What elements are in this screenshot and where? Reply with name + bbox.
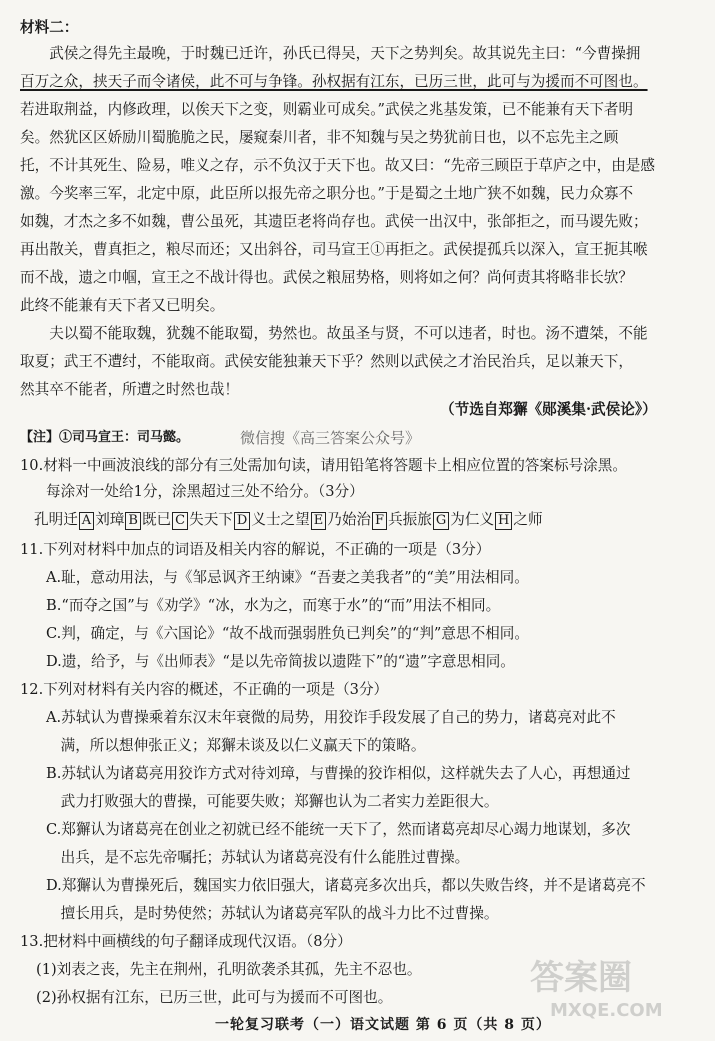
- q10-segment: 刘璋: [95, 511, 125, 528]
- source-citation: （节选自郑獬《郧溪集·武侯论》）: [440, 401, 657, 418]
- q10-scoring: 每涂对一处给1分，涂黑超过三处不给分。（3分）: [46, 483, 364, 500]
- passage-line: 取夏；武王不遭纣，不能取商。武侯安能独兼天下乎？然则以武侯之才治民治兵，足以兼天下，: [20, 353, 633, 370]
- q10-stem: 10.材料一中画波浪线的部分有三处需加句读，请用铅笔将答题卡上相应位置的答案标号涂黑。: [20, 457, 627, 474]
- q10-segment: 孔明迁: [34, 511, 78, 528]
- q11-option-a: A.耻，意动用法，与《邹忌讽齐王纳谏》“吾妻之美我者”的“美”用法相同。: [46, 569, 529, 586]
- q10-segment: 乃始治: [327, 511, 372, 528]
- passage-line-underlined: 百万之众，挟天子而令诸侯，此不可与争锋。孙权据有江东，已历三世，此可与为援而不可图也。: [20, 73, 648, 90]
- q12-option-a-line1: A.苏轼认为曹操乘着东汉末年衰微的局势，用狡诈手段发展了自己的势力，诸葛亮对此不: [46, 709, 616, 726]
- passage-line: 武侯之得先主最晚，于时魏已迁许，孙氏已得吴，天下之势判矣。故其说先主曰：“今曹操拥: [20, 45, 641, 62]
- q10-label-a: A: [79, 512, 94, 530]
- q10-label-d: D: [234, 512, 250, 530]
- q10-segment: 兵振旅: [388, 511, 432, 528]
- q10-label-c: C: [172, 512, 188, 530]
- passage-line: 激。今奖率三军，北定中原，此臣所以报先帝之职分也。”于是蜀之土地广狭不如魏，民力众寡不: [20, 185, 634, 202]
- passage-line: 矣。然犹区区娇励川蜀脆脆之民，屡窥秦川者，非不知魏与吴之势犹前日也，以不忘先主之顾: [20, 129, 619, 146]
- logo-title: 答案圈: [530, 958, 632, 998]
- q13-item-2: (2)孙权据有江东，已历三世，此可与为援而不可图也。: [36, 989, 393, 1006]
- logo-domain: MXQE.COM: [550, 1000, 663, 1021]
- q10-label-f: F: [372, 512, 387, 530]
- q10-label-e: E: [311, 512, 327, 530]
- passage-line: 再出散关，曹真拒之，粮尽而还；又出斜谷，司马宣王①再拒之。武侯提孤兵以深入，宣王扼其喉: [20, 241, 648, 258]
- q13-stem: 13.把材料中画横线的句子翻译成现代汉语。（8分）: [20, 933, 352, 950]
- q12-option-a-line2: 满，所以想伸张正义；郑獬未谈及以仁义赢天下的策略。: [46, 737, 426, 754]
- section-title: 材料二：: [20, 19, 79, 36]
- passage-line: 如魏，才杰之多不如魏，曹公虽死，其遗臣老将尚存也。武侯一出汉中，张郃拒之，而马谡先败；: [20, 213, 648, 230]
- passage-line: 此终不能兼有天下者又已明矣。: [20, 297, 225, 314]
- footnote: 【注】①司马宣王：司马懿。: [20, 430, 190, 445]
- q12-option-c-line1: C.郑獬认为诸葛亮在创业之初就已经不能统一天下了，然而诸葛亮却尽心竭力地谋划，多次: [46, 821, 631, 838]
- passage-line: 然其卒不能者，所遭之时然也哉！: [20, 381, 239, 398]
- q12-option-b-line2: 武力打败强大的曹操，可能要失败；郑獬也认为二者实力差距很大。: [46, 793, 499, 810]
- q10-segment: 义士之望: [251, 511, 310, 528]
- q13-item-1: (1)刘表之丧，先主在荆州，孔明欲袭杀其孤，先主不忍也。: [36, 961, 422, 978]
- passage-line: 托，不计其死生、险易，唯义之存，示不负汉于天下也。故又曰：“先帝三顾臣于草庐之中，由是感: [20, 157, 655, 174]
- q10-segment: 为仁义: [450, 511, 495, 528]
- q10-label-b: B: [125, 512, 141, 530]
- q12-stem: 12.下列对材料有关内容的概述，不正确的一项是（3分）: [20, 681, 389, 698]
- q12-option-d-line1: D.郑獬认为曹操死后，魏国实力依旧强大，诸葛亮多次出兵，都以失败告终，并不是诸葛亮不: [46, 877, 646, 894]
- q12-option-c-line2: 出兵，是不忘先帝嘱托；苏轼认为诸葛亮没有什么能胜过曹操。: [46, 849, 470, 866]
- q11-option-b: B.“而夺之国”与《劝学》“冰，水为之，而寒于水”的“而”用法不相同。: [46, 597, 501, 614]
- q10-segment: 失天下: [189, 511, 233, 528]
- q12-option-d-line2: 擅长用兵，是时势使然；苏轼认为诸葛亮军队的战斗力比不过曹操。: [46, 905, 499, 922]
- q11-option-d: D.遗，给予，与《出师表》“是以先帝简拔以遗陛下”的“遗”字意思相同。: [46, 653, 515, 670]
- q11-option-c: C.判，确定，与《六国论》“故不战而强弱胜负已判矣”的“判”意思不相同。: [46, 625, 529, 642]
- q12-option-b-line1: B.苏轼认为诸葛亮用狡诈方式对待刘璋，与曹操的狡诈相似，这样就失去了人心，再想通过: [46, 765, 631, 782]
- passage-line: [20, 72, 648, 92]
- passage-line: 夫以蜀不能取魏，犹魏不能取蜀，势然也。故虽圣与贤，不可以违者，时也。汤不遭桀，不能: [20, 325, 648, 342]
- page-footer: 一轮复习联考（一）语文试题 第 6 页（共 8 页）: [215, 1017, 551, 1033]
- q11-stem: 11.下列对材料中加点的词语及相关内容的解说，不正确的一项是（3分）: [20, 541, 491, 558]
- passage-line: 若进取荆益，内修政理，以俟天下之变，则霸业可成矣。”武侯之兆基发策，已不能兼有天下者明: [20, 101, 634, 118]
- q10-sentence-with-labels: [34, 509, 543, 531]
- watermark-text: 微信搜《高三答案公众号》: [240, 429, 421, 447]
- passage-line: 而不战，遗之巾帼，宣王之不战计得也。武侯之粮屈势格，则将如之何？尚何责其将略非长欤？: [20, 269, 633, 286]
- q10-label-h: H: [495, 512, 512, 530]
- q10-label-g: G: [433, 512, 449, 530]
- q10-segment: 既已: [141, 511, 172, 528]
- q10-segment: 之师: [513, 511, 543, 528]
